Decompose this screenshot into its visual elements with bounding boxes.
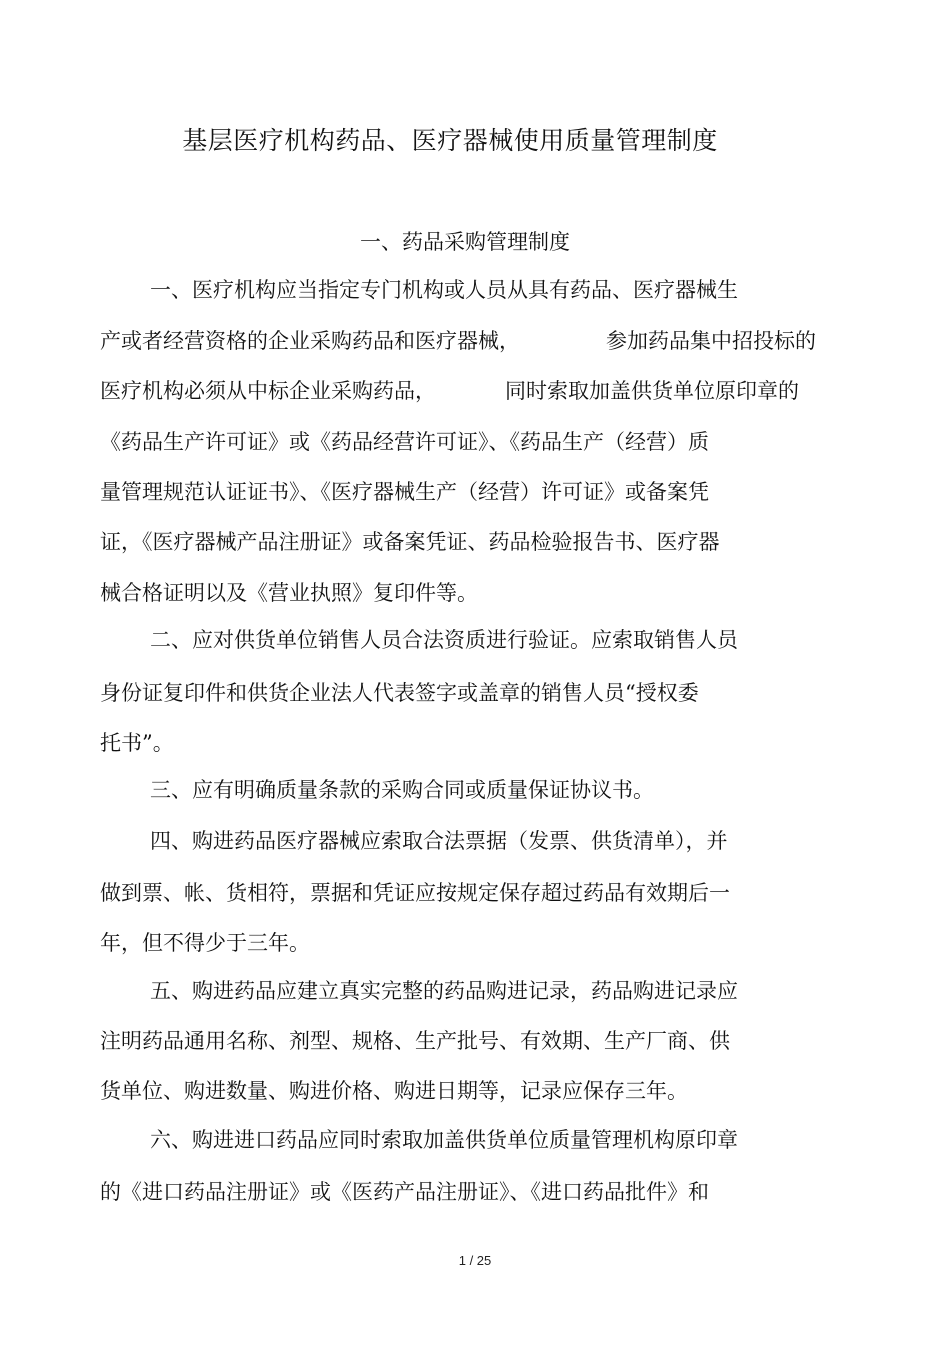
body-line: 产或者经营资格的企业采购药品和医疗器械， [100,329,520,353]
body-line: 一、医疗机构应当指定专门机构或人员从具有药品、医疗器械生 [150,278,738,302]
body-line: 参加药品集中招投标的 [606,329,816,353]
body-line: 同时索取加盖供货单位原印章的 [505,379,799,403]
body-line: 二、应对供货单位销售人员合法资质进行验证。应索取销售人员 [150,628,738,652]
body-line: 《药品生产许可证》或《药品经营许可证》、《药品生产（经营）质 [100,430,709,454]
body-line: 证，《医疗器械产品注册证》或备案凭证、药品检验报告书、医疗器 [100,530,720,554]
section-heading: 一、药品采购管理制度 [360,230,570,254]
body-line: 五、购进药品应建立真实完整的药品购进记录，药品购进记录应 [150,979,738,1003]
body-line: 六、购进进口药品应同时索取加盖供货单位质量管理机构原印章 [150,1128,738,1152]
page-number: 1 / 25 [458,1253,492,1268]
body-line: 三、应有明确质量条款的采购合同或质量保证协议书。 [150,778,654,802]
body-line: 做到票、帐、货相符，票据和凭证应按规定保存超过药品有效期后一 [100,881,730,905]
body-line: 量管理规范认证证书》、《医疗器械生产（经营）许可证》或备案凭 [100,480,709,504]
body-line: 械合格证明以及《营业执照》复印件等。 [100,581,478,605]
body-line: 医疗机构必须从中标企业采购药品， [100,379,436,403]
body-line: 年，但不得少于三年。 [100,931,310,955]
document-title: 基层医疗机构药品、医疗器械使用质量管理制度 [182,126,718,155]
body-line: 四、购进药品医疗器械应索取合法票据（发票、供货清单），并 [150,829,728,853]
body-line: 注明药品通用名称、剂型、规格、生产批号、有效期、生产厂商、供 [100,1029,730,1053]
body-line: 托书”。 [100,731,174,755]
body-line: 货单位、购进数量、购进价格、购进日期等，记录应保存三年。 [100,1079,688,1103]
body-line: 的《进口药品注册证》或《医药产品注册证》、《进口药品批件》和 [100,1180,709,1204]
body-line: 身份证复印件和供货企业法人代表签字或盖章的销售人员“授权委 [100,681,699,705]
